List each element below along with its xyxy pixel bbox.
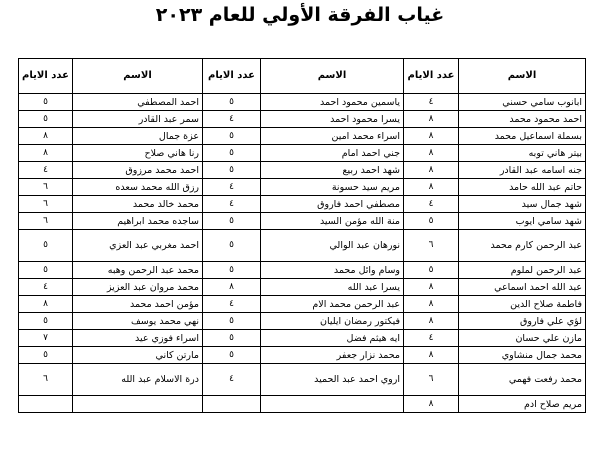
absence-days-cell: ٥ xyxy=(203,262,261,279)
absence-days-cell xyxy=(203,396,261,413)
table-row xyxy=(19,179,586,196)
absence-days-cell: ٨ xyxy=(404,296,459,313)
student-name-cell: محمد مروان عبد العزيز xyxy=(73,279,203,296)
header-row xyxy=(19,59,586,94)
student-name-cell: محمد جمال منشاوي xyxy=(459,347,586,364)
table-row xyxy=(19,279,586,296)
student-name-cell: مريم سيد حسونة xyxy=(261,179,404,196)
absence-days-cell: ٤ xyxy=(404,94,459,111)
absence-days-cell: ٤ xyxy=(404,196,459,213)
absence-days-cell: ٦ xyxy=(19,196,73,213)
absence-days-cell: ٨ xyxy=(203,279,261,296)
header-name-col3: الاسم xyxy=(73,59,203,94)
absence-days-cell: ٥ xyxy=(203,330,261,347)
absence-days-cell: ٨ xyxy=(404,162,459,179)
header-name-col1: الاسم xyxy=(459,59,586,94)
table-row xyxy=(19,145,586,162)
student-name-cell: احمد محمد مرزوق xyxy=(73,162,203,179)
absence-days-cell: ٨ xyxy=(19,296,73,313)
absence-days-cell: ٤ xyxy=(404,330,459,347)
absence-days-cell: ٥ xyxy=(203,213,261,230)
absence-days-cell xyxy=(19,396,73,413)
absence-days-cell: ٥ xyxy=(203,145,261,162)
absence-days-cell: ٥ xyxy=(404,262,459,279)
absence-days-cell: ٥ xyxy=(19,230,73,262)
table-row xyxy=(19,296,586,313)
absence-days-cell: ٦ xyxy=(19,213,73,230)
student-name-cell: مصطفي احمد فاروق xyxy=(261,196,404,213)
header-days-col3: عدد الايام xyxy=(19,59,73,94)
student-name-cell: مارتن كاني xyxy=(73,347,203,364)
absence-days-cell: ٤ xyxy=(203,364,261,396)
student-name-cell: جنه اسامه عبد القادر xyxy=(459,162,586,179)
absence-days-cell: ٨ xyxy=(404,179,459,196)
student-name-cell: يسرا محمود احمد xyxy=(261,111,404,128)
student-name-cell: درة الاسلام عبد الله xyxy=(73,364,203,396)
table-row xyxy=(19,162,586,179)
student-name-cell: سمر عبد القادر xyxy=(73,111,203,128)
student-name-cell: جني احمد امام xyxy=(261,145,404,162)
absence-days-cell: ٥ xyxy=(404,213,459,230)
student-name-cell: عبد الرحمن لملوم xyxy=(459,262,586,279)
absence-days-cell: ٨ xyxy=(404,111,459,128)
absence-days-cell: ٨ xyxy=(404,396,459,413)
student-name-cell: عبد الرحمن كارم محمد xyxy=(459,230,586,262)
student-name-cell: عبد الرحمن محمد الام xyxy=(261,296,404,313)
student-name-cell xyxy=(73,396,203,413)
absence-days-cell: ٥ xyxy=(203,94,261,111)
student-name-cell: نهي محمد يوسف xyxy=(73,313,203,330)
student-name-cell: رزق الله محمد سعده xyxy=(73,179,203,196)
student-name-cell xyxy=(261,396,404,413)
student-name-cell: احمد محمود محمد xyxy=(459,111,586,128)
absence-days-cell: ٥ xyxy=(19,262,73,279)
page-title: غياب الفرقة الأولي للعام ٢٠٢٣ xyxy=(155,4,445,26)
absence-days-cell: ٨ xyxy=(404,128,459,145)
absence-days-cell: ٦ xyxy=(404,230,459,262)
student-name-cell: ساجده محمد ابراهيم xyxy=(73,213,203,230)
student-name-cell: ياسمين محمود احمد xyxy=(261,94,404,111)
absence-days-cell: ٥ xyxy=(19,313,73,330)
student-name-cell: ايه هيثم فضل xyxy=(261,330,404,347)
student-name-cell: ابانوب سامي حسني xyxy=(459,94,586,111)
student-name-cell: محمد خالد محمد xyxy=(73,196,203,213)
student-name-cell: محمد نزار جعفر xyxy=(261,347,404,364)
absence-days-cell: ٤ xyxy=(203,111,261,128)
student-name-cell: لؤي علي فاروق xyxy=(459,313,586,330)
student-name-cell: عزة جمال xyxy=(73,128,203,145)
student-name-cell: شهد جمال سيد xyxy=(459,196,586,213)
student-name-cell: فيكتور رمضان ايليان xyxy=(261,313,404,330)
absence-days-cell: ٦ xyxy=(404,364,459,396)
table-row xyxy=(19,196,586,213)
student-name-cell: شهد سامي ايوب xyxy=(459,213,586,230)
table-row xyxy=(19,213,586,230)
student-name-cell: محمد عبد الرحمن وهبه xyxy=(73,262,203,279)
absence-table xyxy=(18,58,586,413)
student-name-cell: مريم صلاح ادم xyxy=(459,396,586,413)
student-name-cell: مازن علي حسان xyxy=(459,330,586,347)
absence-days-cell: ٥ xyxy=(203,230,261,262)
table-row xyxy=(19,313,586,330)
student-name-cell: شهد احمد ربيع xyxy=(261,162,404,179)
header-name-col2: الاسم xyxy=(261,59,404,94)
student-name-cell: بسملة اسماعيل محمد xyxy=(459,128,586,145)
student-name-cell: احمد المصطفي xyxy=(73,94,203,111)
absence-days-cell: ٥ xyxy=(203,162,261,179)
table-row xyxy=(19,230,586,262)
student-name-cell: اسراء محمد امين xyxy=(261,128,404,145)
student-name-cell: عبد الله احمد اسماعي xyxy=(459,279,586,296)
student-name-cell: حاتم عبد الله حامد xyxy=(459,179,586,196)
absence-days-cell: ٤ xyxy=(19,162,73,179)
table-row xyxy=(19,347,586,364)
header-days-col2: عدد الايام xyxy=(203,59,261,94)
absence-days-cell: ٥ xyxy=(203,313,261,330)
table-row xyxy=(19,396,586,413)
absence-days-cell: ٥ xyxy=(203,128,261,145)
absence-days-cell: ٨ xyxy=(19,128,73,145)
student-name-cell: اروي احمد عبد الحميد xyxy=(261,364,404,396)
student-name-cell: فاطمة صلاح الدين xyxy=(459,296,586,313)
absence-days-cell: ٤ xyxy=(203,196,261,213)
absence-days-cell: ٥ xyxy=(19,111,73,128)
student-name-cell: يسرا عبد الله xyxy=(261,279,404,296)
table-row xyxy=(19,128,586,145)
student-name-cell: رنا هاني صلاح xyxy=(73,145,203,162)
table-row xyxy=(19,111,586,128)
student-name-cell: مؤمن احمد محمد xyxy=(73,296,203,313)
student-name-cell: اسراء فوزي عيد xyxy=(73,330,203,347)
absence-days-cell: ٤ xyxy=(19,279,73,296)
table-row xyxy=(19,330,586,347)
table-row xyxy=(19,262,586,279)
student-name-cell: احمد مغربي عبد العزي xyxy=(73,230,203,262)
absence-days-cell: ٥ xyxy=(19,347,73,364)
absence-days-cell: ٨ xyxy=(404,347,459,364)
absence-days-cell: ٤ xyxy=(203,179,261,196)
student-name-cell: وسام وائل محمد xyxy=(261,262,404,279)
absence-days-cell: ٦ xyxy=(19,364,73,396)
absence-days-cell: ٨ xyxy=(404,313,459,330)
absence-days-cell: ٧ xyxy=(19,330,73,347)
student-name-cell: منة الله مؤمن السيد xyxy=(261,213,404,230)
absence-days-cell: ٦ xyxy=(19,179,73,196)
header-days-col1: عدد الايام xyxy=(404,59,459,94)
absence-days-cell: ٨ xyxy=(404,145,459,162)
absence-days-cell: ٤ xyxy=(203,296,261,313)
absence-days-cell: ٨ xyxy=(19,145,73,162)
student-name-cell: بيتر هاني توبه xyxy=(459,145,586,162)
table-row xyxy=(19,94,586,111)
absence-days-cell: ٥ xyxy=(203,347,261,364)
student-name-cell: نورهان عبد الوالي xyxy=(261,230,404,262)
student-name-cell: محمد رفعت فهمي xyxy=(459,364,586,396)
table-row xyxy=(19,364,586,396)
absence-days-cell: ٨ xyxy=(404,279,459,296)
absence-days-cell: ٥ xyxy=(19,94,73,111)
